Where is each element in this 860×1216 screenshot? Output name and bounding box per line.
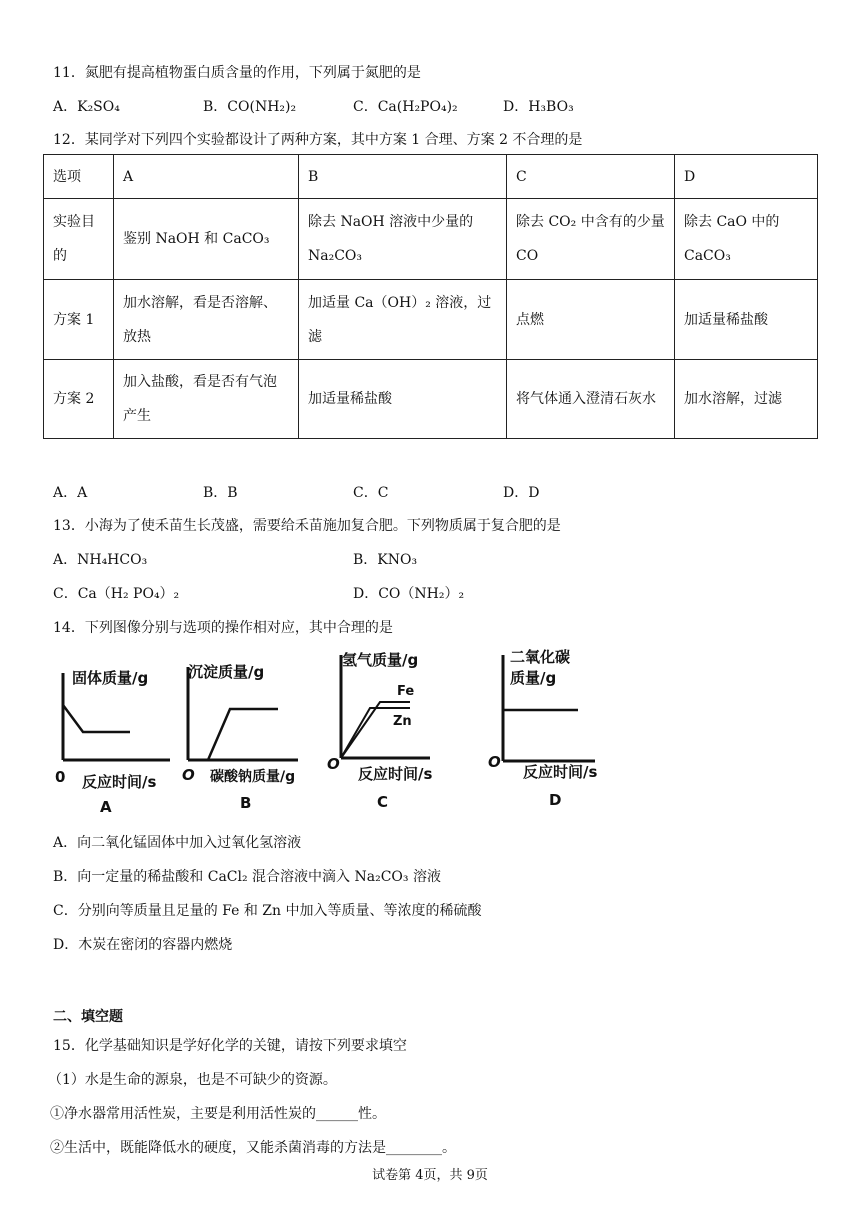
q11-option-b[interactable]: B．CO(NH₂)₂	[203, 99, 297, 115]
table-cell: 方案 1	[44, 280, 114, 360]
q12-option-b[interactable]: B．B	[203, 485, 238, 501]
table-header-row	[44, 155, 818, 199]
table-cell: 将气体通入澄清石灰水	[507, 360, 675, 439]
graph-b-ylabel: 沉淀质量/g	[188, 663, 265, 681]
q15-sub1: （1）水是生命的源泉，也是不可缺少的资源。	[48, 1072, 337, 1088]
q12-option-a[interactable]: A．A	[53, 485, 88, 501]
table-cell: A	[114, 155, 299, 199]
graph-d-caption: D	[549, 791, 562, 809]
section-title: 二、填空题	[53, 1009, 123, 1025]
table-row	[44, 280, 818, 360]
table-cell: 加适量 Ca（OH）₂ 溶液，过滤	[299, 280, 507, 360]
q11-option-c[interactable]: C．Ca(H₂PO₄)₂	[353, 99, 458, 115]
graph-b-origin: O	[182, 766, 195, 784]
graph-b-xlabel: 碳酸钠质量/g	[210, 769, 296, 785]
graph-b-caption: B	[240, 794, 252, 812]
table-cell: 实验目的	[44, 199, 114, 280]
q14-option-c[interactable]: C．分别向等质量且足量的 Fe 和 Zn 中加入等质量、等浓度的稀硫酸	[53, 903, 482, 919]
graph-a-xlabel: 反应时间/s	[82, 773, 157, 791]
table-cell: 加适量稀盐酸	[675, 280, 818, 360]
graph-c-series-fe: Fe	[397, 684, 415, 699]
graph-d-origin: O	[488, 753, 501, 771]
table-cell: 加水溶解，看是否溶解、放热	[114, 280, 299, 360]
graph-b	[180, 645, 315, 815]
q15-item2: ②生活中，既能降低水的硬度，又能杀菌消毒的方法是________。	[50, 1140, 456, 1156]
graph-c-series-zn: Zn	[393, 714, 412, 729]
q14-option-d[interactable]: D．木炭在密闭的容器内燃烧	[53, 937, 233, 953]
graph-d-ylabel-2: 质量/g	[510, 669, 557, 687]
q14-graphs	[55, 645, 615, 815]
q12-option-c[interactable]: C．C	[353, 485, 389, 501]
table-cell: 点燃	[507, 280, 675, 360]
table-cell: 除去 NaOH 溶液中少量的 Na₂CO₃	[299, 199, 507, 280]
q12-table	[43, 154, 818, 439]
graph-d	[485, 645, 615, 815]
table-cell: 除去 CaO 中的 CaCO₃	[675, 199, 818, 280]
q12-stem: 12．某同学对下列四个实验都设计了两种方案，其中方案 1 合理、方案 2 不合理的是	[53, 132, 583, 148]
table-cell: 加水溶解，过滤	[675, 360, 818, 439]
table-row	[44, 360, 818, 439]
q13-option-c[interactable]: C．Ca（H₂ PO₄）₂	[53, 586, 180, 602]
table-cell: 加适量稀盐酸	[299, 360, 507, 439]
q14-option-a[interactable]: A．向二氧化锰固体中加入过氧化氢溶液	[53, 835, 302, 851]
table-cell: 方案 2	[44, 360, 114, 439]
graph-c-xlabel: 反应时间/s	[358, 765, 433, 783]
table-cell: 除去 CO₂ 中含有的少量 CO	[507, 199, 675, 280]
table-cell: 选项	[44, 155, 114, 199]
graph-a-ylabel: 固体质量/g	[72, 669, 149, 687]
q15-item1: ①净水器常用活性炭，主要是利用活性炭的______性。	[50, 1106, 386, 1122]
table-row	[44, 199, 818, 280]
graph-a	[55, 645, 180, 815]
q15-stem: 15．化学基础知识是学好化学的关键，请按下列要求填空	[53, 1038, 407, 1054]
q13-option-d[interactable]: D．CO（NH₂）₂	[353, 586, 465, 602]
table-cell: 鉴别 NaOH 和 CaCO₃	[114, 199, 299, 280]
page-footer: 试卷第 4页，共 9页	[372, 1168, 488, 1183]
graph-d-xlabel: 反应时间/s	[523, 763, 598, 781]
q13-option-b[interactable]: B．KNO₃	[353, 552, 418, 568]
graph-c-caption: C	[377, 793, 389, 811]
graph-c-ylabel: 氢气质量/g	[342, 651, 419, 669]
q13-stem: 13．小海为了使禾苗生长茂盛，需要给禾苗施加复合肥。下列物质属于复合肥的是	[53, 518, 561, 534]
table-cell: B	[299, 155, 507, 199]
q13-option-a[interactable]: A．NH₄HCO₃	[53, 552, 148, 568]
q14-option-b[interactable]: B．向一定量的稀盐酸和 CaCl₂ 混合溶液中滴入 Na₂CO₃ 溶液	[53, 869, 441, 885]
graph-a-caption: A	[100, 798, 112, 815]
q12-option-d[interactable]: D．D	[503, 485, 540, 501]
graph-d-ylabel-1: 二氧化碳	[510, 648, 571, 666]
graph-c-origin: O	[327, 755, 340, 773]
graph-c	[325, 645, 455, 815]
graph-a-origin: 0	[55, 768, 66, 786]
q11-option-d[interactable]: D．H₃BO₃	[503, 99, 574, 115]
q11-stem: 11．氮肥有提高植物蛋白质含量的作用，下列属于氮肥的是	[53, 65, 421, 81]
table-cell: 加入盐酸，看是否有气泡产生	[114, 360, 299, 439]
q14-stem: 14．下列图像分别与选项的操作相对应，其中合理的是	[53, 620, 393, 636]
table-cell: C	[507, 155, 675, 199]
table-cell: D	[675, 155, 818, 199]
q11-option-a[interactable]: A．K₂SO₄	[53, 99, 120, 115]
